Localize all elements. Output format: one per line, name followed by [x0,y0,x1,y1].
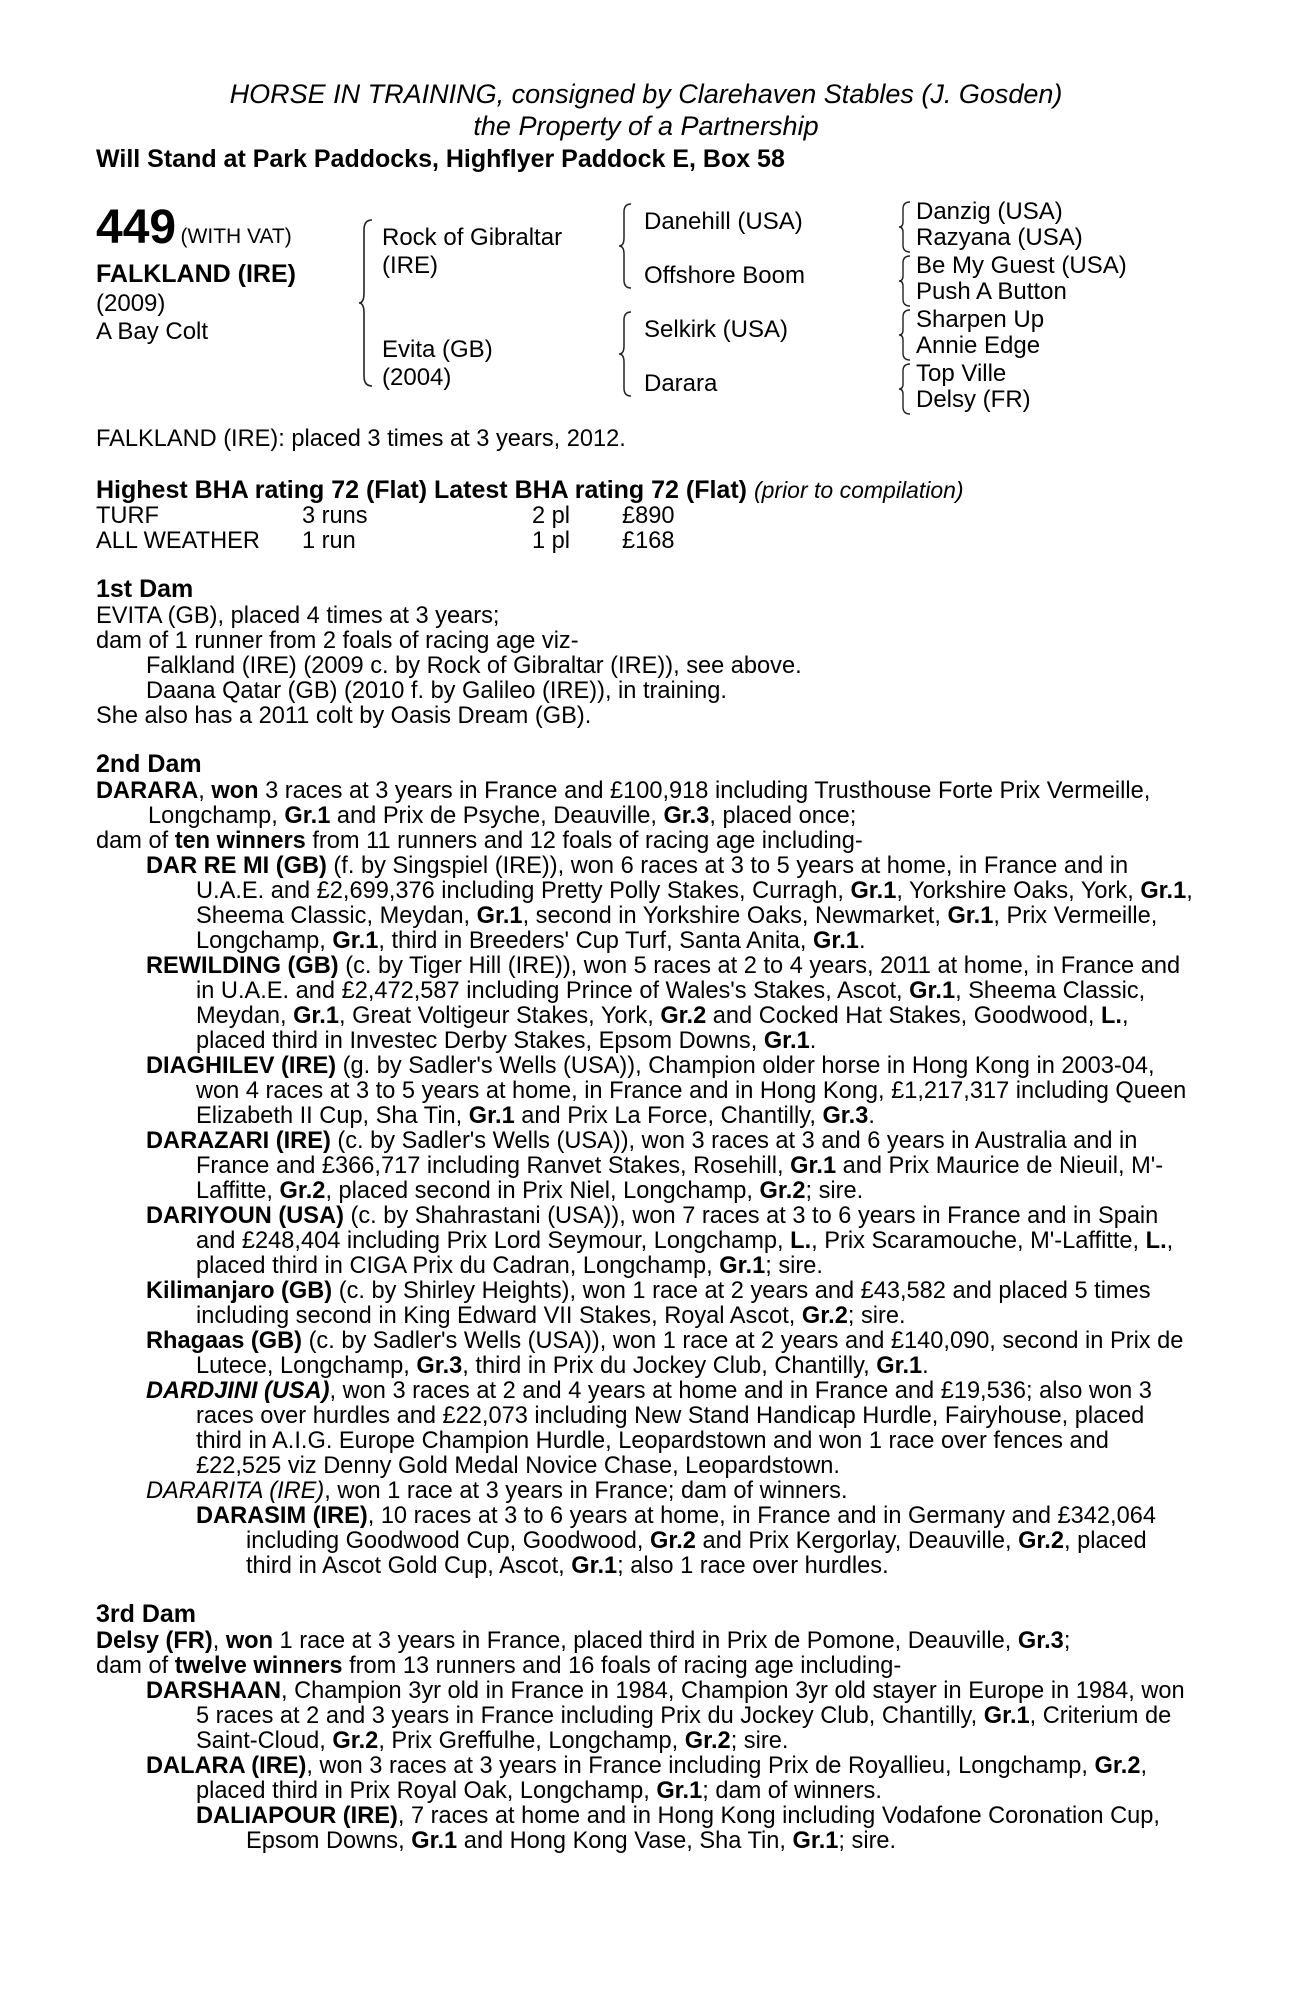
produce-entry [96,1054,1196,1129]
pedigree-brace [618,202,634,290]
grade: Gr.2 [650,1528,696,1554]
lot-number-group [96,201,292,254]
text: , placed once; [709,803,857,829]
text: (c. by Sadler's Wells (USA)), won 3 races at 3 and 6 years in Australia and in France and £366,717 including Ranvet Stakes, Rosehill, [196,1128,1138,1179]
dam1-line: EVITA (GB), placed 4 times at 3 years; [96,603,500,629]
dam1-line: She also has a 2011 colt by Oasis Dream (GB). [96,703,592,729]
rating-note: (prior to compilation) [753,477,964,503]
produce-entry [96,1379,1196,1479]
produce-summary [96,1654,1196,1679]
horse-name: DARIYOUN (USA) [146,1203,344,1229]
grade: Gr.1 [947,903,994,929]
surface-cell: ALL WEATHER [96,528,260,554]
text: , third in Prix du Jockey Club, Chantilly, [462,1353,877,1379]
produce-entry [96,1329,1196,1379]
second-dam-heading: 2nd Dam [96,750,202,778]
text: . [809,1028,817,1054]
ancestor-8: Delsy (FR) [916,386,1031,413]
grade: Gr.2 [801,1303,848,1329]
grade: Gr.3 [663,803,710,829]
rating-line [96,476,1196,504]
text: , won 3 races at 2 and 4 years at home and in France and £19,536; also won 3 races over hurdles and £22,073 including New Stand Handicap Hurdle, Fairyhouse, placed third in A.I.G. Europe Champion Hurdle, Leopardstown and won 1 race over fences and £22,525 viz Denny Gold Medal Novice Chase, Leopardstown. [196,1378,1152,1479]
grade: Gr.2 [660,1003,707,1029]
horse-name: DARARITA (IRE) [146,1478,325,1504]
produce-entry [96,1504,1196,1579]
text: . [868,1103,875,1129]
horse-name: DARAZARI (IRE) [146,1128,331,1154]
pedigree-brace [898,254,912,308]
horse-name: DALARA (IRE) [146,1753,307,1779]
text: and Hong Kong Vase, Sha Tin, [457,1828,793,1854]
grade: Gr.1 [850,878,897,904]
produce-summary [96,829,1196,854]
ancestor-2: Razyana (USA) [916,224,1083,251]
dam1-line: dam of 1 runner from 2 foals of racing age viz- [96,628,579,654]
grade: Gr.1 [719,1253,766,1279]
ancestor-4: Push A Button [916,278,1067,305]
text: , Prix Vermeille, Longchamp, [196,903,1158,954]
produce-entry [96,1804,1196,1854]
horse-name: DALIAPOUR (IRE) [196,1803,398,1829]
grade: Gr.3 [1017,1628,1064,1654]
ancestor-3: Be My Guest (USA) [916,252,1127,279]
stand-location: Will Stand at Park Paddocks, Highflyer Paddock E, Box 58 [96,145,785,173]
produce-entry [96,1204,1196,1279]
text: ; [1063,1628,1071,1654]
text: (g. by Sadler's Wells (USA)), Champion older horse in Hong Kong in 2003-04, won 4 races at 3 to 5 years at home, in France and in Hong Kong, £1,217,317 including Queen Elizabeth II Cup, Sha Tin, [196,1053,1187,1129]
placed-cell: 1 pl [532,528,571,554]
produce-entry [96,1679,1196,1754]
grade: Gr.1 [332,928,379,954]
text: , second in Yorkshire Oaks, Newmarket, [522,903,948,929]
sire-name: Rock of Gibraltar [382,224,563,251]
first-dam-section [96,604,1196,729]
text: and Prix de Psyche, Deauville, [330,803,664,829]
text: , placed third in Investec Derby Stakes, Epsom Downs, [196,1003,1129,1054]
runs-cell: 3 runs [302,503,368,529]
grade: Gr.1 [293,1003,339,1029]
text: (c. by Sadler's Wells (USA)), won 1 race at 2 years and £140,090, second in Prix de Lutece, Longchamp, [196,1328,1184,1379]
text: 3 races at 3 years in France and £100,918 including Trusthouse Forte Prix Vermeille, Longchamp, [148,778,1151,829]
property-line: the Property of a Partnership [473,111,819,141]
text: , placed third in Prix Royal Oak, Longchamp, [196,1753,1148,1804]
text: , placed second in Prix Niel, Longchamp, [325,1178,760,1204]
winners-count: twelve winners [174,1653,343,1679]
grade: Gr.1 [1140,878,1187,904]
text: ; sire. [765,1253,823,1279]
text: , third in Breeders' Cup Turf, Santa Anita, [378,928,814,954]
grade: Gr.1 [909,978,956,1004]
text: . [858,928,866,954]
text: , Great Voltigeur Stakes, York, [338,1003,661,1029]
text: and Prix Maurice de Nieuil, M'-Laffitte, [196,1153,1164,1204]
produce-entry [96,854,1196,954]
horse-name: DARARA [96,778,199,804]
grade: Gr.2 [279,1178,326,1204]
grade: Gr.1 [983,1703,1030,1729]
grade: Gr.1 [468,1103,515,1129]
text: ; sire. [730,1728,789,1754]
text: (f. by Singspiel (IRE)), won 6 races at 3 to 5 years at home, in France and in U.A.E. and £2,699,376 including Pretty Polly Stakes, Curragh, [196,853,1129,904]
racing-record-table [96,504,675,554]
grade: Gr.1 [656,1778,703,1804]
grade: Gr.1 [284,803,331,829]
horse-name: Delsy (FR) [96,1628,213,1654]
catalogue-page [96,78,1196,1854]
grade: Gr.2 [684,1728,731,1754]
text: ; sire. [838,1828,897,1854]
won-label: won [225,1628,273,1654]
granddam-paternal: Offshore Boom [644,262,805,289]
text: and Prix Kergorlay, Deauville, [695,1528,1019,1554]
summary-line: FALKLAND (IRE): placed 3 times at 3 years, 2012. [96,426,626,452]
dam1-produce: Daana Qatar (GB) (2010 f. by Galileo (IRE)), in training. [146,678,727,704]
text: from 13 runners and 16 foals of racing age including- [342,1653,902,1679]
text: . [922,1353,929,1379]
grandsire-maternal: Selkirk (USA) [644,316,789,343]
third-dam-section [96,1629,1196,1854]
text: , 10 races at 3 to 6 years at home, in France and in Germany and £342,064 including Goodwood Cup, Goodwood, [246,1503,1156,1554]
winners-count: ten winners [174,828,306,854]
table-row [96,504,675,529]
pedigree-brace [618,310,634,398]
horse-name: DARSHAAN [146,1678,282,1704]
prize-cell: £168 [622,528,675,554]
ancestor-5: Sharpen Up [916,306,1045,333]
text: , placed third in CIGA Prix du Cadran, Longchamp, [196,1228,1174,1279]
produce-entry [96,1479,1196,1504]
ancestor-6: Annie Edge [916,332,1041,359]
pedigree-brace [898,308,912,362]
runs-cell: 1 run [302,528,356,554]
horse-name: FALKLAND (IRE) [96,260,296,288]
grade: L. [790,1228,812,1254]
grade: Gr.2 [1018,1528,1064,1554]
text: (c. by Shahrastani (USA)), won 7 races at 3 to 6 years in France and in Spain and £248,404 including Prix Lord Seymour, Longchamp, [196,1203,1159,1254]
ancestor-7: Top Ville [916,360,1007,387]
horse-name: DIAGHILEV (IRE) [146,1053,337,1079]
pedigree-block [96,198,1196,423]
text: , 7 races at home and in Hong Kong including Vodafone Coronation Cup, Epsom Downs, [246,1803,1160,1854]
text: , placed third in Ascot Gold Cup, Ascot, [246,1528,1147,1579]
text: ; sire. [847,1303,906,1329]
grade: Gr.1 [876,1353,923,1379]
grade: Gr.1 [571,1553,618,1579]
grade: Gr.1 [476,903,523,929]
horse-name: REWILDING (GB) [146,953,339,979]
text: , Prix Greffulhe, Longchamp, [378,1728,685,1754]
horse-name: Rhagaas (GB) [146,1328,303,1354]
dam-year: (2004) [382,364,452,391]
text: ; also 1 race over hurdles. [617,1553,889,1579]
produce-entry [96,1129,1196,1204]
produce-entry [96,1279,1196,1329]
pedigree-brace [898,200,912,254]
ancestor-1: Danzig (USA) [916,198,1063,225]
text: 1 race at 3 years in France, placed third in Prix de Pomone, Deauville, [273,1628,1018,1654]
horse-name: DARDJINI (USA) [146,1378,330,1404]
horse-name: DAR RE MI (GB) [146,853,327,879]
delsy-entry: Delsy (FR), won 1 race at 3 years in France, placed third in Prix de Pomone, Deauville, Gr.3; [96,1628,1071,1654]
granddam-maternal: Darara [644,370,718,397]
vat-note: (WITH VAT) [180,225,292,248]
pedigree-brace [898,362,912,416]
grade: Gr.1 [792,1828,839,1854]
horse-name: Kilimanjaro (GB) [146,1278,333,1304]
grandsire-paternal: Danehill (USA) [644,208,803,235]
grade: Gr.2 [332,1728,379,1754]
grade: Gr.1 [411,1828,458,1854]
grade: Gr.1 [790,1153,837,1179]
text: dam of [96,828,175,854]
text: from 11 runners and 12 foals of racing age including- [305,828,863,854]
text: , Champion 3yr old in France in 1984, Champion 3yr old stayer in Europe in 1984, won 5 races at 2 and 3 years in France including Prix du Jockey Club, Chantilly, [196,1678,1185,1729]
produce-entry [96,954,1196,1054]
grade: Gr.2 [759,1178,806,1204]
text: (c. by Tiger Hill (IRE)), won 5 races at 2 to 4 years, 2011 at home, in France and in U.A.E. and £2,472,587 including Prince of Wales's Stakes, Ascot, [196,953,1181,1004]
first-dam-heading: 1st Dam [96,575,194,603]
text: , Sheema Classic, Meydan, [196,978,1146,1029]
foaling-year: (2009) [96,290,166,317]
horse-name: DARASIM (IRE) [196,1503,368,1529]
pedigree-brace [358,218,376,388]
rating-bold: Highest BHA rating 72 (Flat) Latest BHA rating 72 (Flat) [96,476,747,504]
grade: Gr.2 [1094,1753,1141,1779]
second-dam-section [96,779,1196,1579]
prize-cell: £890 [622,503,675,529]
third-dam-heading: 3rd Dam [96,1600,197,1628]
darara-entry: DARARA, won 3 races at 3 years in France and £100,918 including Trusthouse Forte Prix Vermeille, Longchamp, Gr.1 and Prix de Psyche, Deauville, Gr.3, placed once; [96,778,1151,829]
text: , Yorkshire Oaks, York, [896,878,1141,904]
grade: L. [1101,1003,1122,1029]
text: ; dam of winners. [702,1778,882,1804]
text: dam of [96,1653,175,1679]
grade: Gr.3 [416,1353,463,1379]
text: and Prix La Force, Chantilly, [514,1103,823,1129]
text: ; sire. [805,1178,864,1204]
produce-entry [96,1754,1196,1804]
lot-number: 449 [96,201,177,254]
sire-origin: (IRE) [382,252,438,279]
text: , Criterium de Saint-Cloud, [196,1703,1172,1754]
horse-description: A Bay Colt [96,318,209,345]
dam1-produce: Falkland (IRE) (2009 c. by Rock of Gibraltar (IRE)), see above. [146,653,802,679]
grade: Gr.1 [763,1028,810,1054]
placed-cell: 2 pl [532,503,571,529]
text: , Prix Scaramouche, M'-Laffitte, [811,1228,1146,1254]
surface-cell: TURF [96,503,159,529]
grade: Gr.3 [822,1103,869,1129]
table-row [96,529,675,554]
grade: L. [1145,1228,1167,1254]
consignor-line: HORSE IN TRAINING, consigned by Clarehaven Stables (J. Gosden) [229,79,1063,109]
text: and Cocked Hat Stakes, Goodwood, [706,1003,1102,1029]
text: , Sheema Classic, Meydan, [196,878,1193,929]
text: , won 1 race at 3 years in France; dam of winners. [324,1478,848,1504]
dam-name: Evita (GB) [382,336,493,363]
won-label: won [211,778,259,804]
grade: Gr.1 [813,928,859,954]
text: , won 3 races at 3 years in France including Prix de Royallieu, Longchamp, [306,1753,1095,1779]
text: (c. by Shirley Heights), won 1 race at 2 years and £43,582 and placed 5 times including second in King Edward VII Stakes, Royal Ascot, [196,1278,1151,1329]
